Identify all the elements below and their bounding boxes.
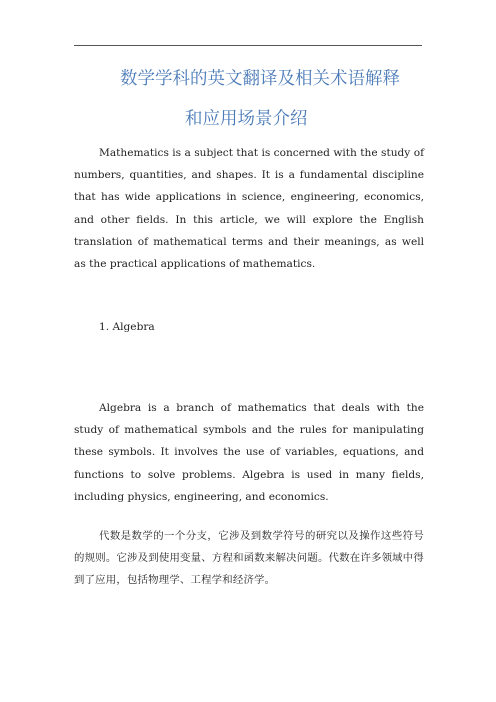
header-rule (74, 45, 422, 46)
document-title-line-2: 和应用场景介绍 (185, 109, 308, 129)
intro-paragraph: Mathematics is a subject that is concerned with the study of numbers, quantities, and shapes. It is a fundamental discipline that has wide applications in science, engineering, economics, and other fields. In this article, we will explore the English translation of mathematical terms and their meanings, as well as the practical applications of mathematics. (74, 147, 424, 271)
algebra-paragraph-chinese: 代数是数学的一个分支，它涉及到数学符号的研究以及操作这些符号的规则。它涉及到使用变量、方程和函数来解决问题。代数在许多领域中得到了应用，包括物理学、工程学和经济学。 (74, 530, 424, 587)
algebra-paragraph-english: Algebra is a branch of mathematics that deals with the study of mathematical symbols and the rules for manipulating these symbols. It involves the use of variables, equations, and functions to solve problems. Algebra is used in many fields, including physics, engineering, and economics. (74, 402, 424, 503)
document-title-line-1: 数学学科的英文翻译及相关术语解释 (120, 69, 400, 89)
section-heading-algebra: 1. Algebra (99, 321, 155, 333)
